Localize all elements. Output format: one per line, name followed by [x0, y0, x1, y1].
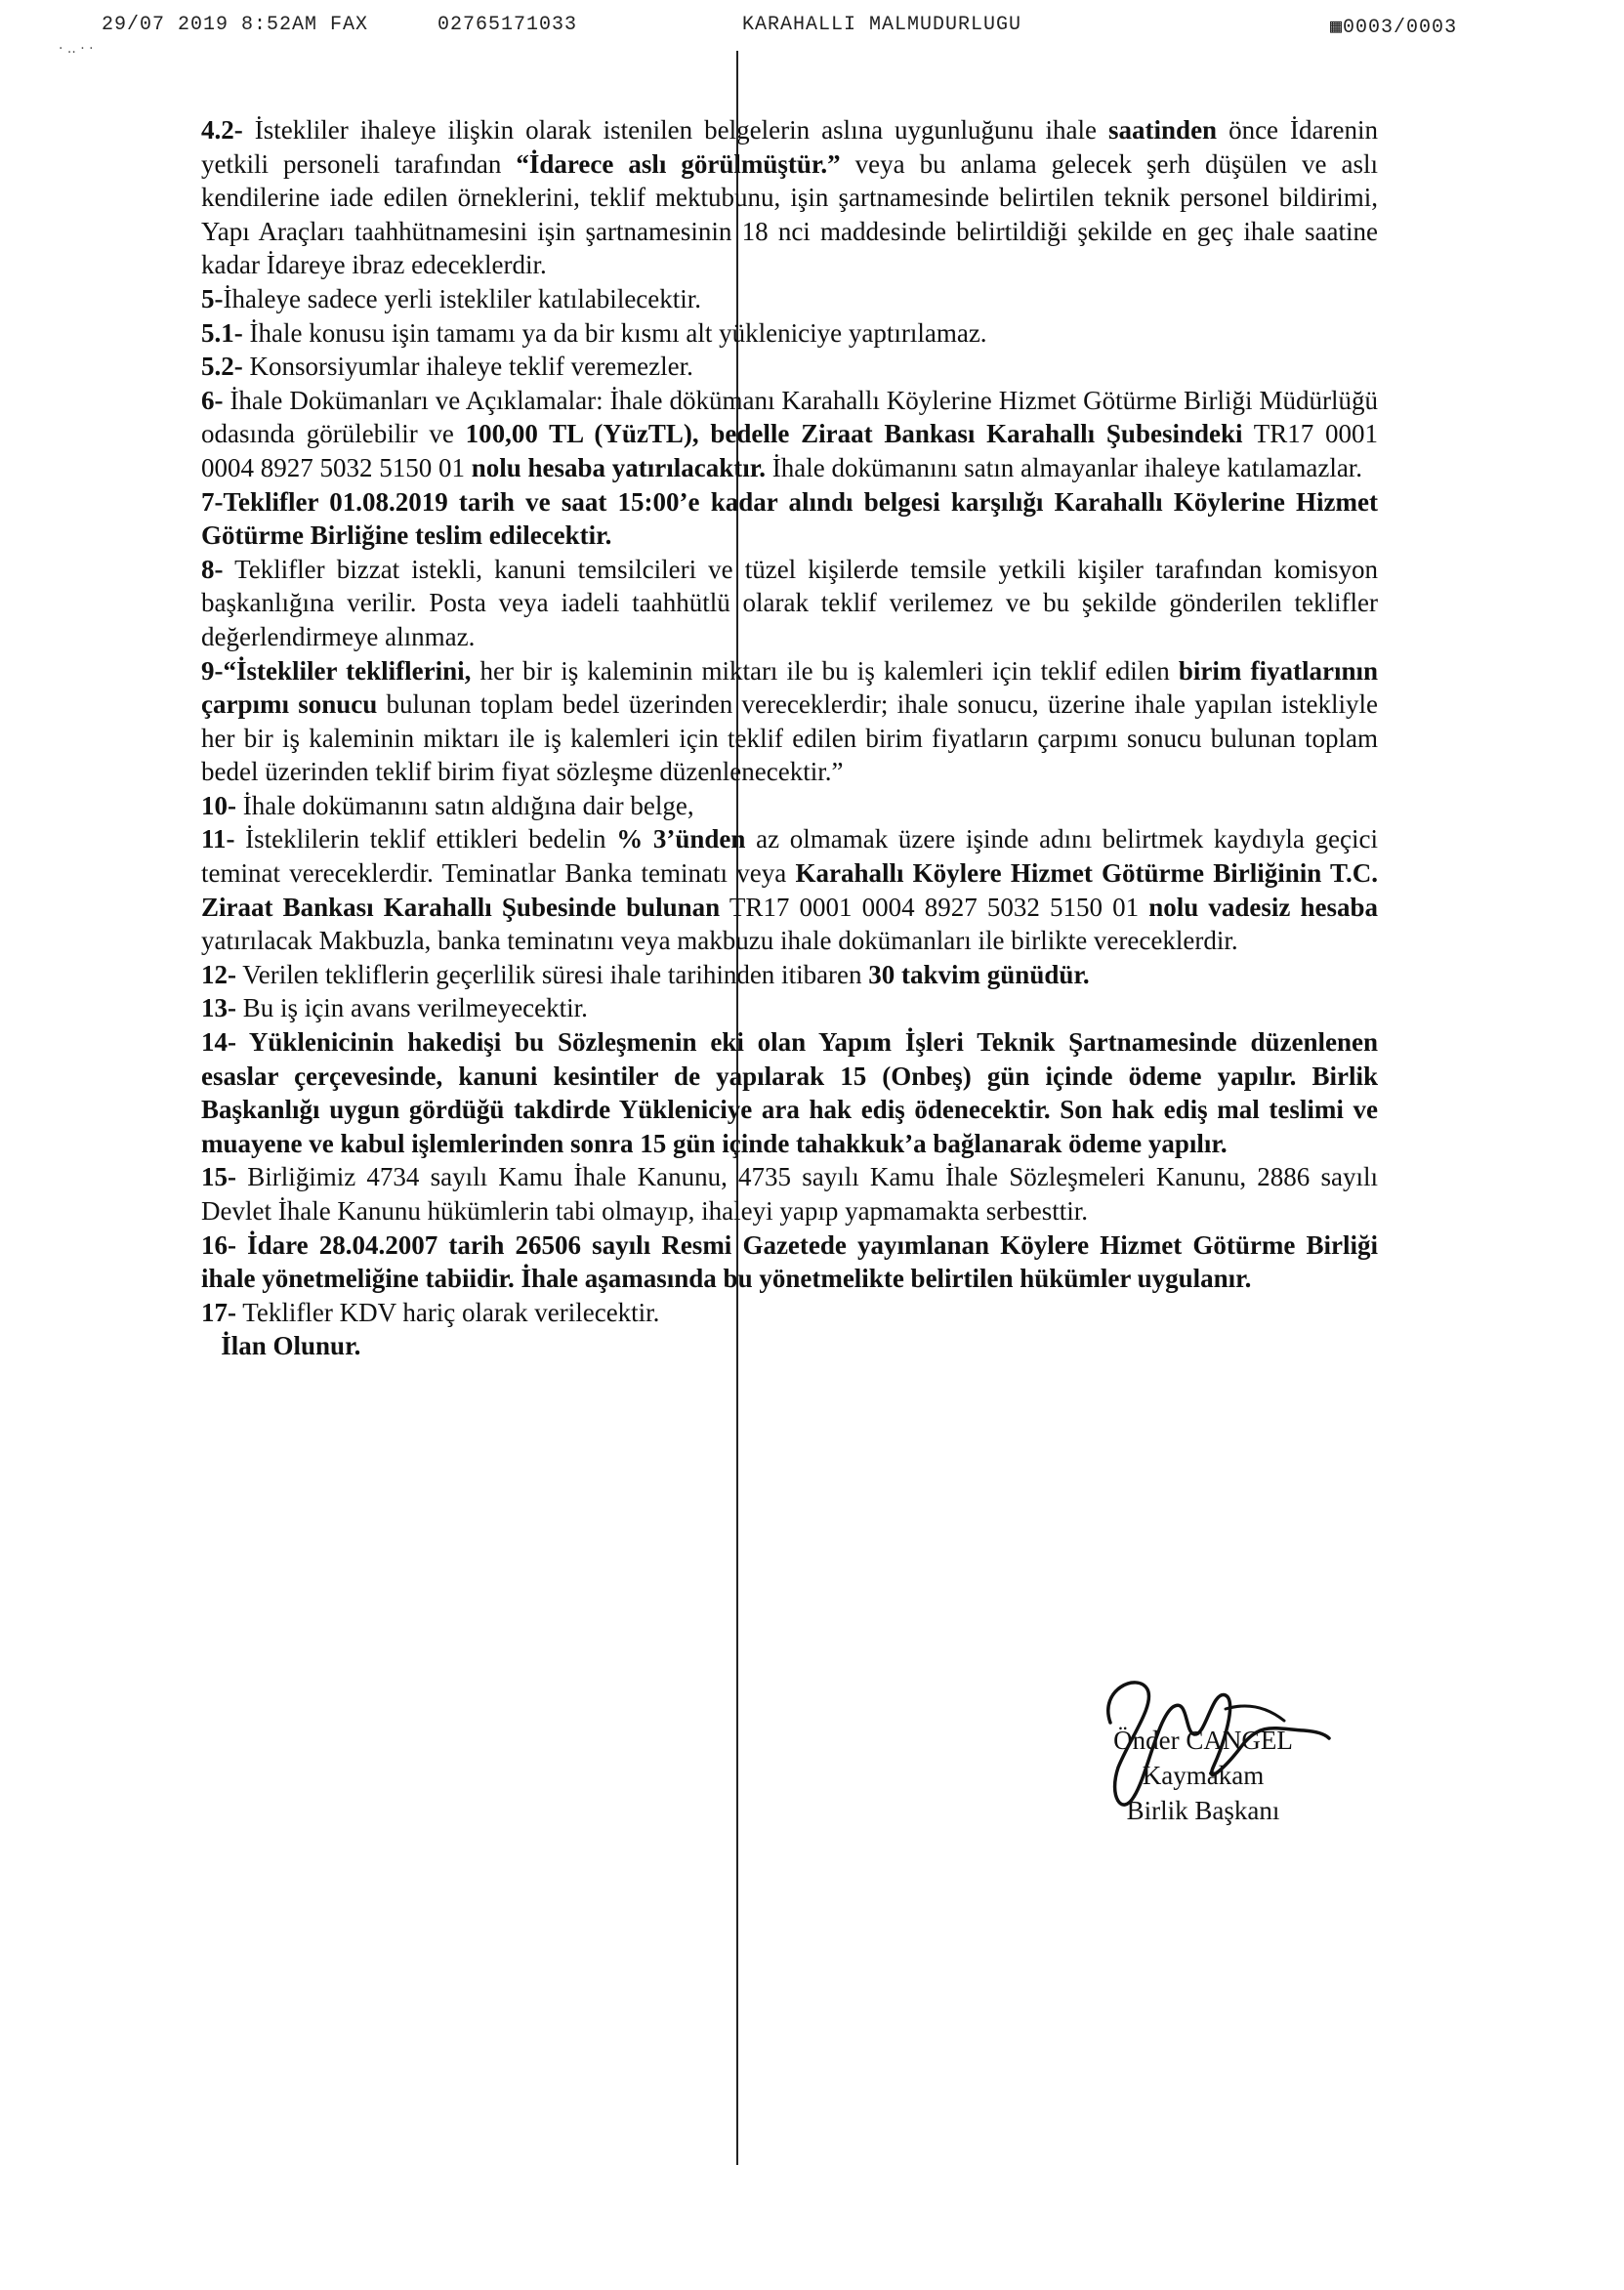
paragraph — [201, 654, 1378, 789]
bold-text: 10- — [201, 790, 236, 820]
scan-noise: · .. · · — [59, 41, 94, 57]
paragraph — [201, 789, 1378, 823]
paragraph — [201, 316, 1378, 351]
fax-page — [1330, 14, 1457, 39]
text: Teklifler bizzat istekli, kanuni temsilcileri ve tüzel kişilerde temsile yetkili kişiler tarafından komisyon başkanlığına verilir. Posta veya iadeli taahhütlü olarak teklif verilemez ve bu şekilde gönderilen teklifler değerlendirmeye alınmaz. — [201, 554, 1378, 651]
bold-text: 7-Teklifler 01.08.2019 tarih ve saat 15:00’e kadar alındı belgesi karşılığı Karahallı Köylerine Hizmet Götürme Birliğine teslim edilecektir. — [201, 486, 1378, 551]
text: veya bu anlama gelecek şerh düşülen ve aslı kendilerine iade edilen örneklerini, teklif mektubunu, işin şartnamesinde belirtilen teknik personel bildirimi, Yapı Araçları taahhütnamesini işin şartnamesinin 18 nci maddesinde belirtildiği şekilde en geç ihale saatine kadar İdareye ibraz edeceklerdir. — [201, 148, 1378, 280]
text: İstekliler ihaleye ilişkin olarak istenilen belgelerin aslına uygunluğunu ihale — [242, 115, 1109, 145]
paragraph — [201, 991, 1378, 1025]
text: önce İdarenin yetkili personeli tarafından — [201, 115, 1378, 179]
fax-office: KARAHALLI MALMUDURLUGU — [742, 14, 1022, 36]
text: İhale Dokümanları ve Açıklamalar: İhale dökümanı Karahallı Köylerine Hizmet Götürme Birliği Müdürlüğü odasında görülebilir ve — [201, 385, 1378, 449]
text: Teklifler KDV hariç olarak verilecektir. — [236, 1297, 660, 1327]
paragraph — [201, 1329, 1378, 1363]
bold-text: 9-“İstekliler tekliflerini, — [201, 655, 472, 686]
paragraph — [201, 1296, 1378, 1330]
bold-text: 100,00 TL (YüzTL), bedelle Ziraat Bankası Karahallı Şubesindeki — [465, 419, 1243, 449]
text: yatırılacak Makbuzla, banka teminatını veya makbuzu ihale dokümanları ile birlikte vereceklerdir. — [201, 926, 1238, 956]
bold-text: birim fiyatlarının çarpımı sonucu — [201, 655, 1379, 720]
bold-text: % 3’ünden — [616, 824, 746, 854]
bold-text: İlan Olunur. — [201, 1331, 361, 1361]
text: İhale dokümanını satın almayanlar ihaleye katılamazlar. — [766, 452, 1363, 482]
text: İsteklilerin teklif ettikleri bedelin — [234, 824, 617, 854]
text: bulunan toplam bedel üzerinden vereceklerdir; ihale sonucu, üzerine ihale yapılan istekliyle her bir iş kaleminin miktarı ile iş kalemleri için teklif edilen birim fiyatların çarpımı sonucu bulunan toplam bedel üzerinden teklif birim fiyat sözleşme düzenlenecektir.” — [201, 689, 1378, 787]
bold-text: 12- — [201, 959, 236, 989]
paragraph — [201, 822, 1378, 957]
paragraph — [201, 350, 1378, 384]
text: TR17 0001 0004 8927 5032 5150 01 — [201, 419, 1378, 482]
bold-text: 11- — [201, 824, 235, 854]
bold-text: Karahallı Köylere Hizmet Götürme Birliğinin T.C. Ziraat Bankası Karahallı Şubesinde bulunan — [201, 858, 1378, 922]
bold-text: 13- — [201, 993, 236, 1023]
signer-name: Önder CANGEL — [1113, 1726, 1293, 1755]
bold-text: “İdarece aslı görülmüştür.” — [516, 148, 841, 179]
bold-text: nolu hesaba yatırılacaktır. — [471, 452, 767, 482]
signer-role: Birlik Başkanı — [1126, 1796, 1280, 1825]
text: İhale konusu işin tamamı ya da bir kısmı alt yükleniciye yaptırılamaz. — [242, 317, 987, 348]
paragraph — [201, 113, 1378, 282]
text: İhale dokümanını satın aldığına dair belge, — [236, 790, 694, 820]
signer-title: Kaymakam — [1142, 1761, 1265, 1790]
bold-text: 6- — [201, 385, 224, 415]
fax-datetime: 29/07 2019 8:52AM FAX — [102, 14, 369, 36]
text: Verilen tekliflerin geçerlilik süresi ihale tarihinden itibaren — [236, 959, 869, 989]
bold-text: 30 takvim günüdür. — [868, 959, 1090, 989]
text: her bir iş kaleminin miktarı ile bu iş kalemleri için teklif edilen — [471, 655, 1179, 686]
bold-text: 5.1- — [201, 317, 243, 348]
text: az olmamak üzere işinde adını belirtmek kaydıyla geçici teminat vereceklerdir. Teminatlar Banka teminatı veya — [201, 824, 1378, 889]
bold-text: 8- — [201, 554, 224, 584]
bold-text: 17- — [201, 1297, 236, 1327]
document-body — [201, 113, 1378, 1363]
fax-header — [0, 10, 1624, 49]
text: İhaleye sadece yerli istekliler katılabilecektir. — [223, 283, 702, 313]
paragraph — [201, 485, 1378, 553]
paragraph — [201, 958, 1378, 992]
text: Bu iş için avans verilmeyecektir. — [236, 993, 588, 1023]
paragraph — [201, 282, 1378, 316]
fax-page-number: 0003/0003 — [1343, 17, 1458, 39]
paragraph — [201, 1160, 1378, 1228]
bold-text: 16- İdare 28.04.2007 tarih 26506 sayılı Resmi Gazetede yayımlanan Köylere Hizmet Götürme Birliği ihale yönetmeliğine tabiidir. İhale aşamasında bu yönetmelikte belirtilen hükümler uygulanır. — [201, 1229, 1378, 1294]
paragraph — [201, 553, 1378, 654]
text: Birliğimiz 4734 sayılı Kamu İhale Kanunu, 4735 sayılı Kamu İhale Sözleşmeleri Kanunu, 2886 sayılı Devlet İhale Kanunu hükümlerin tabi olmayıp, ihaleyi yapıp yapmamakta serbesttir. — [201, 1162, 1378, 1226]
bold-text: saatinden — [1108, 115, 1218, 145]
bold-text: 5.2- — [201, 352, 243, 382]
bold-text: 15- — [201, 1162, 236, 1192]
paragraph — [201, 384, 1378, 485]
text: TR17 0001 0004 8927 5032 5150 01 — [720, 892, 1149, 922]
signature-block — [1086, 1723, 1320, 1828]
bold-text: 4.2- — [201, 115, 243, 145]
paragraph — [201, 1025, 1378, 1160]
bold-text: 14- Yüklenicinin hakedişi bu Sözleşmenin eki olan Yapım İşleri Teknik Şartnamesinde düzenlenen esaslar çerçevesinde, kanuni kesintiler de yapılarak 15 (Onbeş) gün içinde ödeme yapılır. Birlik Başkanlığı uygun gördüğü takdirde Yükleniciye ara hak ediş ödenecektir. Son hak ediş mal teslimi ve muayene ve kabul işlemlerinden sonra 15 gün içinde tahakkuk’a bağlanarak ödeme yapılır. — [201, 1027, 1378, 1158]
bold-text: 5- — [201, 283, 224, 313]
fax-page-icon: ▦ — [1330, 17, 1344, 39]
paragraph — [201, 1228, 1378, 1296]
text: Konsorsiyumlar ihaleye teklif veremezler. — [242, 352, 693, 382]
fax-number: 02765171033 — [437, 14, 578, 36]
bold-text: nolu vadesiz hesaba — [1148, 892, 1379, 922]
